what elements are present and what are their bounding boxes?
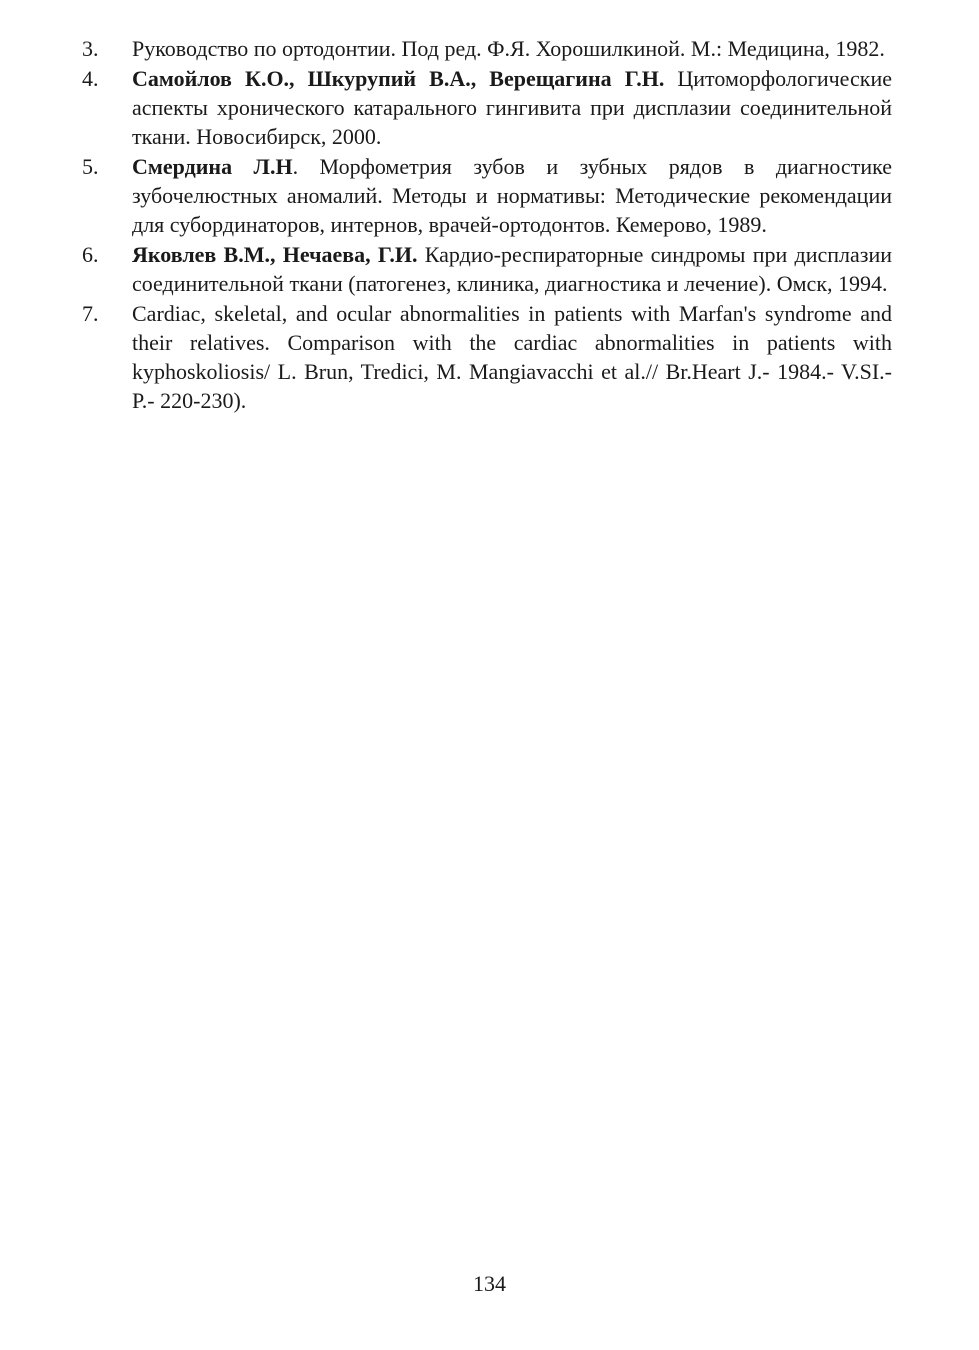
reference-body: Цитоморфологические аспекты хронического катарального гингивита при дисплазии соединительной ткани. Новосибирск, 2000. — [132, 66, 892, 149]
reference-authors: Яковлев В.М., Нечаева, Г.И. — [132, 242, 418, 267]
reference-text — [132, 64, 892, 151]
reference-number: 7. — [82, 301, 99, 326]
reference-item — [82, 34, 892, 63]
reference-number: 5. — [82, 154, 99, 179]
reference-number: 4. — [82, 66, 99, 91]
reference-number: 3. — [82, 36, 99, 61]
reference-text — [132, 299, 892, 415]
reference-text — [132, 240, 892, 298]
reference-text — [132, 152, 892, 239]
reference-body: Руководство по ортодонтии. Под ред. Ф.Я. Хорошилкиной. М.: Медицина, 1982. — [132, 36, 885, 61]
reference-item — [82, 152, 892, 239]
reference-authors: Смердина Л.Н — [132, 154, 293, 179]
reference-body: . Морфометрия зубов и зубных рядов в диагностике зубочелюстных аномалий. Методы и нормативы: Методические рекомендации для субординаторов, интернов, врачей-ортодонтов. Кемерово, 1989. — [132, 154, 892, 237]
reference-text — [132, 34, 892, 63]
reference-item — [82, 240, 892, 298]
page-number: 134 — [473, 1271, 506, 1296]
reference-body: Кардио-респираторные синдромы при дисплазии соединительной ткани (патогенез, клиника, диагностика и лечение). Омск, 1994. — [132, 242, 892, 296]
reference-item — [82, 64, 892, 151]
reference-number: 6. — [82, 242, 99, 267]
reference-list — [82, 34, 892, 416]
reference-item — [82, 299, 892, 415]
reference-authors: Самойлов К.О., Шкурупий В.А., Верещагина Г.Н. — [132, 66, 665, 91]
reference-body: Cardiac, skeletal, and ocular abnormalities in patients with Marfan's syndrome and their relatives. Comparison with the cardiac abnormalities in patients with kyphoskoliosis/ L. Brun, Tredici, M. Mangiavacchi et al.// Br.Heart J.- 1984.- V.SI.- P.- 220-230). — [132, 301, 892, 413]
